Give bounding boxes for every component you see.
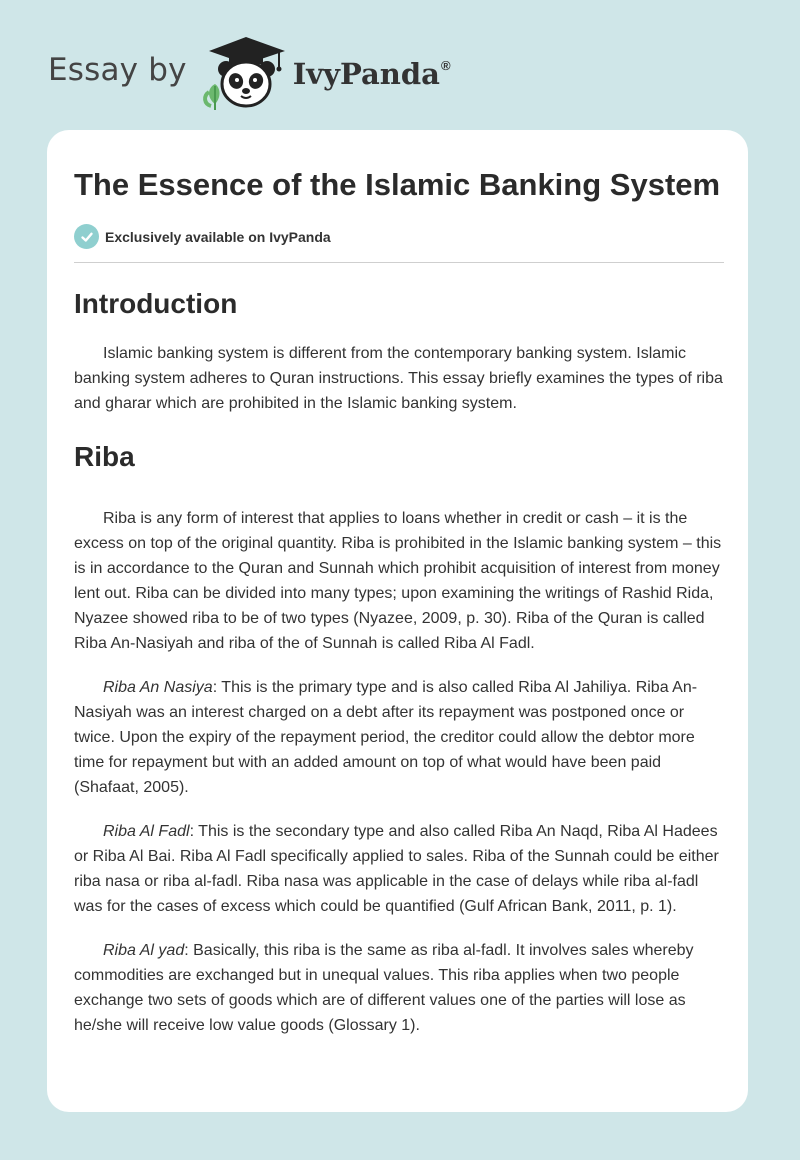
paragraph (74, 675, 724, 800)
essay-by-label: Essay by (48, 52, 187, 88)
section-heading-introduction: Introduction (74, 288, 238, 319)
article-body (74, 164, 724, 1038)
site-header (48, 34, 451, 110)
registered-mark: ® (440, 58, 451, 73)
term-riba-al-fadl: Riba Al Fadl (103, 823, 190, 840)
title-divider (74, 262, 724, 263)
panda-graduate-icon[interactable] (201, 34, 291, 110)
article-card (47, 130, 748, 1112)
exclusive-badge (74, 224, 724, 249)
page-title: The Essence of the Islamic Banking System (74, 167, 721, 202)
paragraph (74, 819, 724, 919)
brand-name[interactable] (293, 57, 451, 91)
paragraph: Riba is any form of interest that applies to loans whether in credit or cash – it is the excess on top of the original quantity. Riba is prohibited in the Islamic banking system – this is in accordance to the Quran and Sunnah which prohibit acquisition of interest from money lent out. Riba can be divided into many types; upon examining the writings of Rashid Rida, Nyazee showed riba to be of two types (Nyazee, 2009, p. 30). Riba of the Quran is called Riba An-Nasiyah and riba of the of Sunnah is called Riba Al Fadl. (74, 510, 722, 652)
section-heading-riba: Riba (74, 441, 135, 472)
paragraph-text: : This is the secondary type and also called Riba An Naqd, Riba Al Hadees or Riba Al Bai. Riba Al Fadl specifically applied to sales. Riba of the Sunnah could be either riba nasa or riba al-fadl. Riba nasa was applicable in the case of delays while riba al-fadl was for the cases of excess which could be quantified (Gulf African Bank, 2011, p. 1). (74, 823, 719, 915)
term-riba-an-nasiya: Riba An Nasiya (103, 679, 213, 696)
exclusive-badge-label: Exclusively available on IvyPanda (105, 228, 331, 245)
term-riba-al-yad: Riba Al yad (103, 942, 185, 959)
brand-name-text: IvyPanda (292, 57, 440, 91)
paragraph: Islamic banking system is different from the contemporary banking system. Islamic banking system adheres to Quran instructions. This essay briefly examines the types of riba and gharar which are prohibited in the Islamic banking system. (74, 345, 723, 412)
paragraph-text: : Basically, this riba is the same as riba al-fadl. It involves sales whereby commodities are exchanged but in unequal values. This riba applies when two people exchange two sets of goods which are of different values one of the parties will lose as he/she will receive low value goods (Glossary 1). (74, 942, 694, 1034)
paragraph-text: : This is the primary type and is also called Riba Al Jahiliya. Riba An-Nasiyah was an interest charged on a debt after its repayment was postponed once or twice. Upon the expiry of the repayment period, the creditor could allow the debtor more time for repayment but with an added amount on top of what would have been paid (Shafaat, 2005). (74, 679, 698, 796)
paragraph (74, 938, 724, 1038)
check-icon (74, 224, 99, 249)
